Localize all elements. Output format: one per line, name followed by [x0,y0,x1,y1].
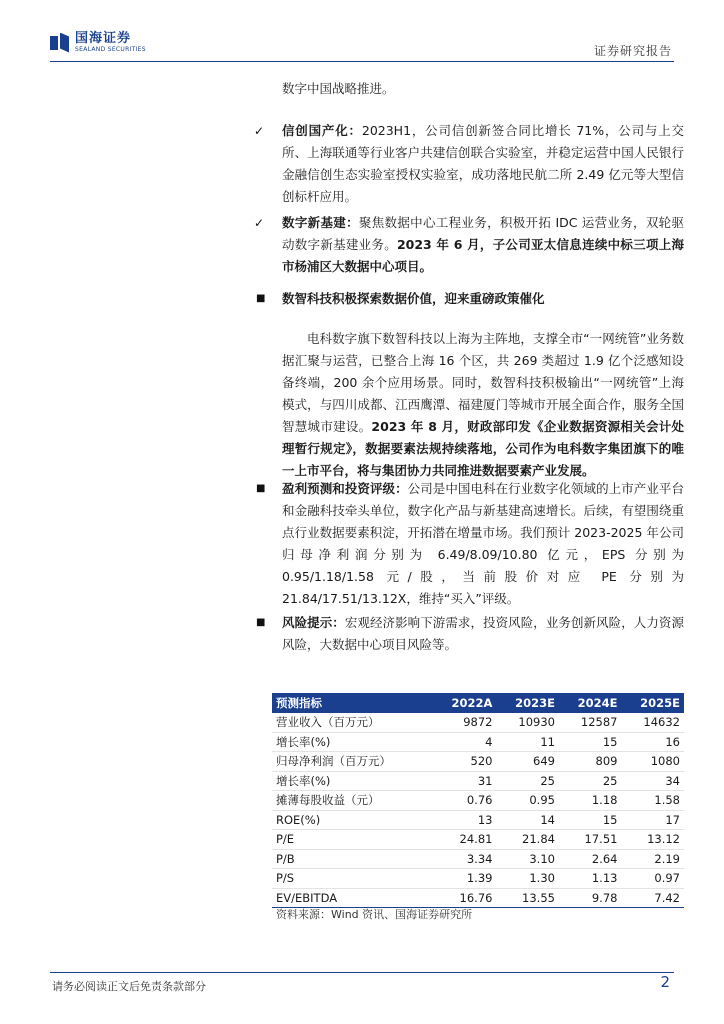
table-cell: 3.34 [433,849,497,869]
page-number: 2 [660,973,670,991]
table-row-label: 摊薄每股收益（元） [272,791,433,811]
table-cell: 16 [621,732,684,752]
table-header-cell: 2023E [496,693,559,713]
table-cell: 1.58 [621,791,684,811]
forecast-table [272,693,684,908]
sealand-logo-icon [50,33,70,53]
logo-english-name: SEALAND SECURITIES [75,46,146,53]
table-cell: 15 [559,810,622,830]
table-cell: 25 [559,771,622,791]
table-row-label: P/B [272,849,433,869]
bullet-new-infra-bold: 2023 年 6 月，子公司亚太信息连续中标三项上海市杨浦区大数据中心项目。 [282,237,684,274]
table-cell: 16.76 [433,888,497,908]
bullet-new-infra [254,212,684,278]
report-type-label: 证券研究报告 [593,44,672,58]
table-row [272,849,684,869]
table-cell: 31 [433,771,497,791]
section-forecast-text: 公司是中国电科在行业数字化领域的上市产业平台和金融科技牵头单位，数字化产品与新基建高速增长。后续，有望围绕重点行业数据要素积淀，开拓潜在增量市场。我们预计 2023-2025 年公司归母净利润分别为 6.49/8.09/10.80 亿元，EPS 分别为 0.95/1.18/1.58 元/股，当前股价对应 PE 分别为 21.84/17.51/13.12X，维持“买入”评级。 [282,481,684,606]
table-cell: 4 [433,732,497,752]
table-row [272,888,684,908]
table-cell: 1.18 [559,791,622,811]
table-cell: 25 [496,771,559,791]
table-cell: 13.55 [496,888,559,908]
bullet-xinchuang [254,120,684,208]
section-title-text: 数智科技积极探索数据价值，迎来重磅政策催化 [282,291,545,306]
table-cell: 21.84 [496,830,559,850]
section-title-data-value [256,288,684,310]
table-cell: 1.30 [496,869,559,889]
table-header-cell: 2022A [433,693,497,713]
table-header-cell: 预测指标 [272,693,433,713]
table-row [272,752,684,772]
table-row-label: ROE(%) [272,810,433,830]
table-cell: 0.95 [496,791,559,811]
table-cell: 17.51 [559,830,622,850]
table-cell: 1.39 [433,869,497,889]
section-risk [256,612,684,656]
table-row-label: EV/EBITDA [272,888,433,908]
bullet-xinchuang-text: 2023H1，公司信创新签合同比增长 71%，公司与上交所、上海联通等行业客户共建信创联合实验室，并稳定运营中国人民银行金融信创生态实验室授权实验室，成功落地民航二所 2.49 亿元等大型信创标杆应用。 [282,123,684,204]
table-cell: 3.10 [496,849,559,869]
section-forecast-title: 盈利预测和投资评级： [282,481,408,496]
table-row [272,869,684,889]
table-row [272,830,684,850]
bullet-new-infra-text: 聚焦数据中心工程业务，积极开拓 IDC 运营业务，双轮驱动数字新基建业务。 [282,215,684,252]
table-row [272,771,684,791]
table-header-cell: 2024E [559,693,622,713]
table-cell: 520 [433,752,497,772]
table-cell: 13 [433,810,497,830]
bullet-new-infra-title: 数字新基建： [282,215,359,230]
logo-chinese-name: 国海证券 [75,31,132,46]
table-cell: 24.81 [433,830,497,850]
table-cell: 12587 [559,713,622,732]
footer-divider [50,972,674,973]
table-row [272,713,684,732]
header-logo [50,32,146,53]
table-source-note: 资料来源：Wind 资讯、国海证券研究所 [276,908,473,921]
table-row-label: 归母净利润（百万元） [272,752,433,772]
table-row [272,791,684,811]
checkmark-icon: ✓ [254,216,265,230]
table-row-label: 营业收入（百万元） [272,713,433,732]
section-risk-title: 风险提示： [282,615,345,630]
section-forecast [256,478,684,610]
table-cell: 14 [496,810,559,830]
table-cell: 1.13 [559,869,622,889]
table-cell: 809 [559,752,622,772]
table-cell: 17 [621,810,684,830]
section-data-value-paragraph [282,328,684,482]
table-cell: 0.97 [621,869,684,889]
square-bullet-icon: ■ [256,483,266,494]
table-row-label: P/S [272,869,433,889]
table-cell: 649 [496,752,559,772]
table-row-label: 增长率(%) [272,771,433,791]
table-row [272,732,684,752]
table-header-row [272,693,684,713]
table-header-cell: 2025E [621,693,684,713]
header-divider [50,61,674,62]
table-cell: 10930 [496,713,559,732]
footer-disclaimer: 请务必阅读正文后免责条款部分 [52,980,206,993]
table-row-label: P/E [272,830,433,850]
square-bullet-icon: ■ [256,293,266,304]
table-row [272,810,684,830]
section-data-value-text: 电科数字旗下数智科技以上海为主阵地，支撑全市“一网统管”业务数据汇聚与运营，已整合上海 16 个区，共 269 类超过 1.9 亿个泛感知设备终端，200 余个应用场景。同时，数智科技积极输出“一网统管”上海模式，与四川成都、江西鹰潭、福建厦门等城市开展全面合作，服务全国智慧城市建设。 [282,331,684,434]
table-cell: 9872 [433,713,497,732]
table-cell: 7.42 [621,888,684,908]
intro-line: 数字中国战略推进。 [282,81,395,96]
table-cell: 34 [621,771,684,791]
section-risk-text: 宏观经济影响下游需求，投资风险，业务创新风险，人力资源风险，大数据中心项目风险等。 [282,615,684,652]
table-cell: 0.76 [433,791,497,811]
table-cell: 13.12 [621,830,684,850]
table-cell: 2.64 [559,849,622,869]
table-cell: 1080 [621,752,684,772]
table-row-label: 增长率(%) [272,732,433,752]
table-cell: 14632 [621,713,684,732]
checkmark-icon: ✓ [254,124,265,138]
table-cell: 11 [496,732,559,752]
table-cell: 15 [559,732,622,752]
table-cell: 2.19 [621,849,684,869]
square-bullet-icon: ■ [256,617,266,628]
bullet-xinchuang-title: 信创国产化： [282,123,362,138]
section-data-value-bold: 2023 年 8 月，财政部印发《企业数据资源相关会计处理暂行规定》，数据要素法规持续落地，公司作为电科数字集团旗下的唯一上市平台，将与集团协力共同推进数据要素产业发展。 [282,419,684,478]
table-cell: 9.78 [559,888,622,908]
